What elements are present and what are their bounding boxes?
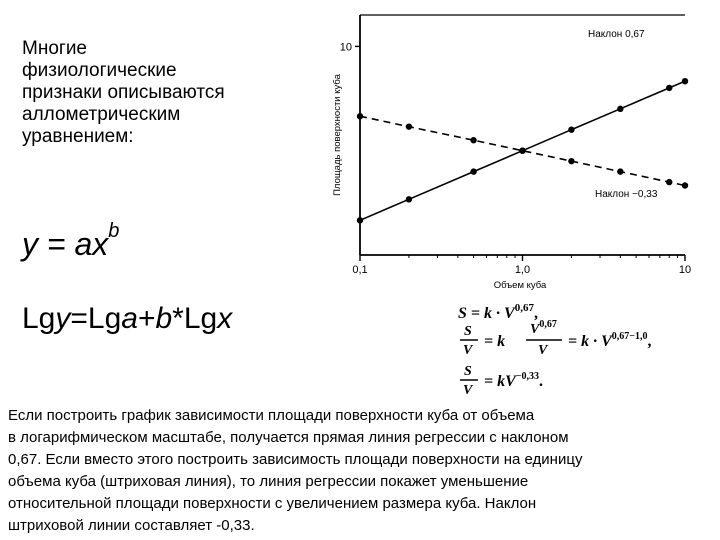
eq2-rhs [568, 331, 652, 350]
data-point [470, 168, 476, 174]
eq2-fden: V [538, 343, 548, 358]
eq-part: −0,33 [515, 371, 539, 382]
eq-part: , [647, 333, 652, 350]
eq3-num: S [464, 364, 472, 379]
log-part: a [121, 302, 138, 335]
x-tick-label: 10 [678, 264, 692, 276]
log-part: Lg [22, 302, 56, 335]
eq2-num: S [464, 324, 472, 339]
data-point [406, 196, 412, 202]
eq-part: = k · V [470, 305, 515, 322]
x-axis-label: Объем куба [493, 280, 547, 291]
eq-part: 0,67 [514, 302, 534, 314]
eq2-eq: = k [484, 333, 506, 350]
y-tick-label: 10 [339, 41, 352, 54]
x-tick-label: 0,1 [352, 264, 368, 276]
log-part: b [155, 302, 173, 335]
eq-part: 0,67 [539, 319, 557, 330]
formula-exponent: b [108, 220, 120, 242]
caption-text: Если построить график зависимости площади поверхности куба от объема в логарифмическом масштабе, получается прямая линия регрессии с наклоном 0,67. Если вместо этого построить зависимость площади поверхности на единицу объема куба (штриховая линия), то линия регрессии покажет уменьшение относительной площади поверхности с увеличением размера куба. Наклон штриховой линии составляет -0,33. [8, 407, 583, 534]
data-point [666, 179, 672, 185]
equations [458, 302, 652, 398]
log-part: =Lg [70, 302, 122, 335]
chart-label-group [332, 29, 658, 291]
data-point [666, 85, 672, 91]
data-point [617, 168, 623, 174]
eq-part: , [533, 305, 538, 322]
eq-part: = k · V [568, 333, 612, 350]
log-part: y [55, 302, 71, 335]
log-part: *Lg [172, 302, 218, 335]
series-group [357, 78, 688, 224]
eq1 [458, 302, 538, 322]
log-part: + [137, 302, 156, 335]
tick-group [340, 41, 691, 276]
legend-dashed: Наклон −0,33 [595, 189, 658, 200]
data-point [682, 78, 688, 84]
data-point [682, 182, 688, 188]
eq3-den: V [463, 383, 473, 398]
eq3-rhs [484, 371, 543, 390]
chart-axes [360, 15, 685, 255]
eq-part: S [458, 305, 467, 322]
eq-part: . [539, 373, 543, 390]
eq-part: 0,67−1,0 [611, 331, 648, 342]
eq2-den: V [463, 343, 473, 358]
data-point [357, 113, 363, 119]
data-point [519, 147, 525, 153]
formula-base: y = ax [22, 226, 109, 262]
data-point [357, 217, 363, 223]
y-axis-label: Площадь поверхности куба [332, 74, 343, 196]
x-tick-label: 1,0 [514, 264, 531, 276]
legend-solid: Наклон 0,67 [588, 29, 645, 40]
data-point [568, 158, 574, 164]
eq-part: V [530, 322, 540, 337]
data-point [568, 126, 574, 132]
data-point [470, 137, 476, 143]
eq2-fnum [530, 319, 557, 337]
eq-part: = kV [484, 373, 516, 390]
data-point [617, 106, 623, 112]
intro-text: Многие физиологические признаки описываются аллометрическим уравнением: [22, 38, 225, 147]
data-point [406, 123, 412, 129]
log-part: x [217, 302, 233, 335]
